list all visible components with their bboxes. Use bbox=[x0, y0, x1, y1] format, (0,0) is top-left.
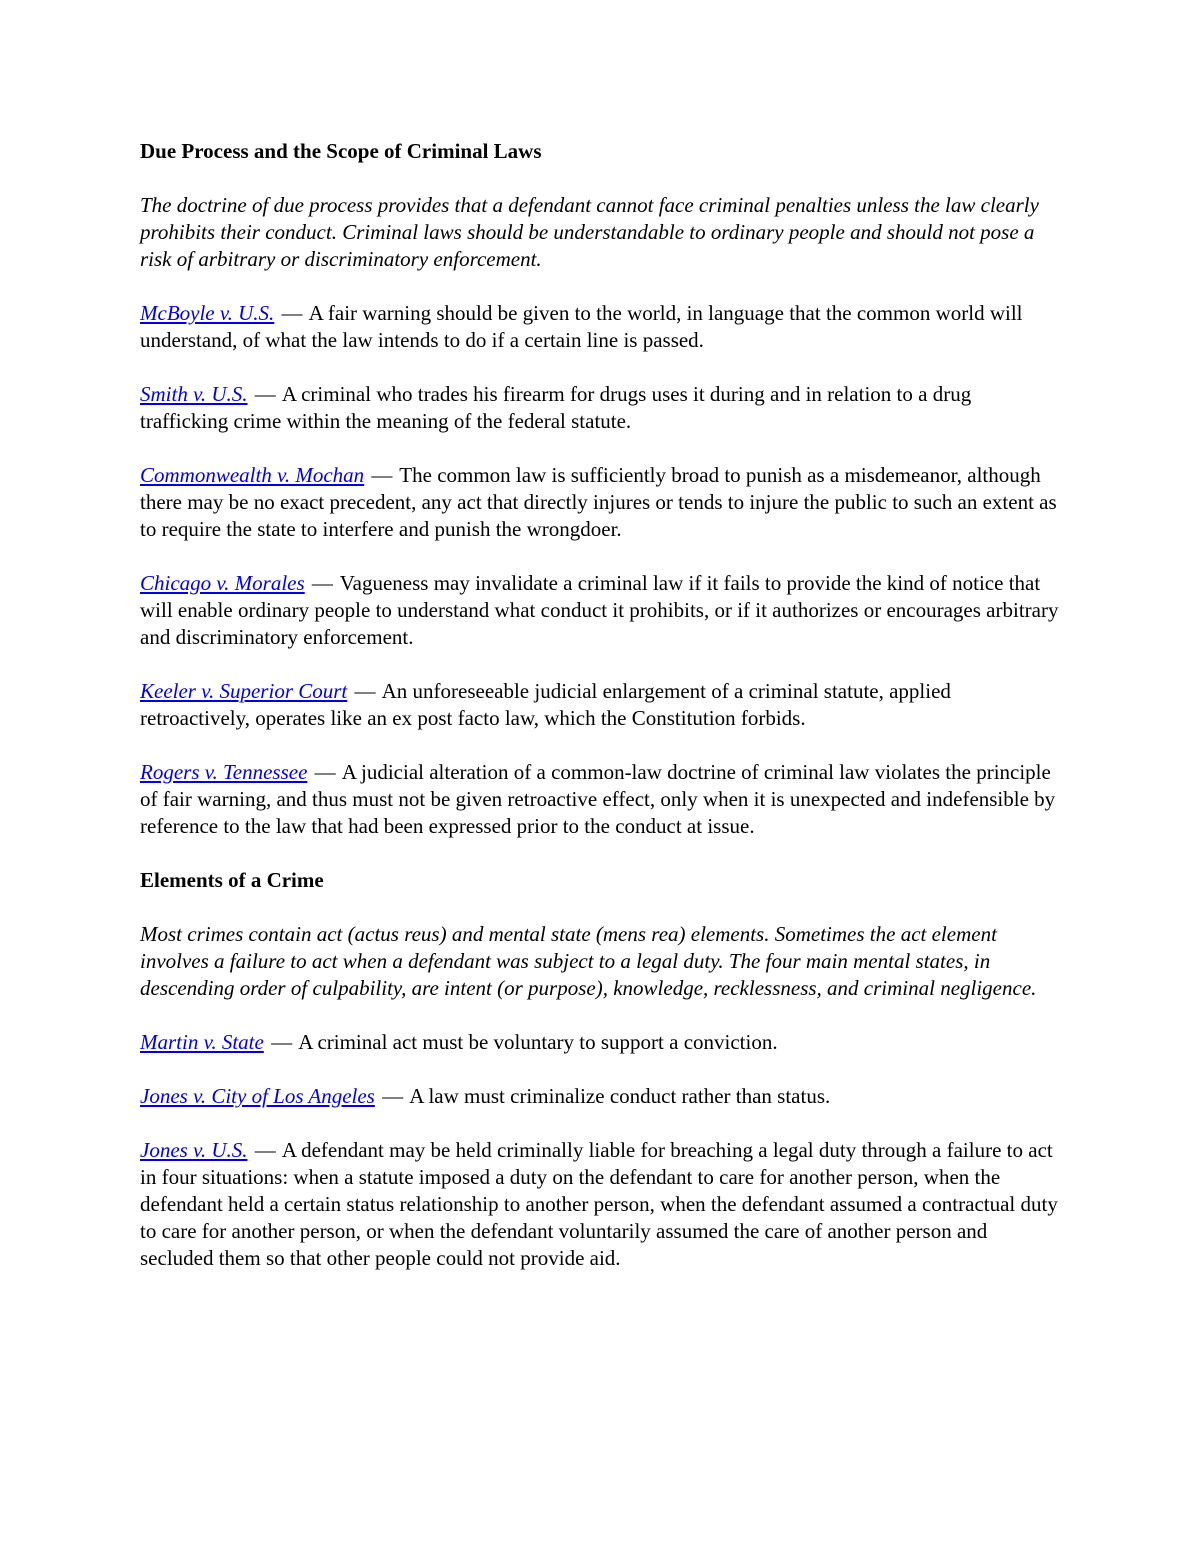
case-link[interactable]: Commonwealth v. Mochan bbox=[140, 463, 365, 487]
case-link[interactable]: Martin v. State bbox=[140, 1030, 264, 1054]
section-heading: Elements of a Crime bbox=[140, 868, 324, 892]
case-entry bbox=[140, 1137, 1060, 1272]
separator-dash: — bbox=[311, 571, 333, 595]
case-entry bbox=[140, 300, 1060, 354]
case-holding: A fair warning should be given to the world, in language that the common world will understand, of what the law intends to do if a certain line is passed. bbox=[140, 301, 1023, 352]
case-holding: A law must criminalize conduct rather than status. bbox=[409, 1084, 831, 1108]
separator-dash: — bbox=[354, 679, 376, 703]
separator-dash: — bbox=[271, 1030, 293, 1054]
case-link[interactable]: Smith v. U.S. bbox=[140, 382, 248, 406]
separator-dash: — bbox=[371, 463, 393, 487]
case-holding: A defendant may be held criminally liable for breaching a legal duty through a failure to act in four situations: when a statute imposed a duty on the defendant to care for another person, when the defendant held a certain status relationship to another person, when the defendant assumed a contractual duty to care for another person, or when the defendant voluntarily assumed the care of another person and secluded them so that other people could not provide aid. bbox=[140, 1138, 1058, 1270]
case-entry bbox=[140, 1083, 1060, 1110]
section-intro: Most crimes contain act (actus reus) and mental state (mens rea) elements. Sometimes the act element involves a failure to act when a defendant was subject to a legal duty. The four main mental states, in descending order of culpability, are intent (or purpose), knowledge, recklessness, and criminal negligence. bbox=[140, 922, 1037, 1000]
case-holding: A judicial alteration of a common-law doctrine of criminal law violates the principle of fair warning, and thus must not be given retroactive effect, only when it is unexpected and indefensible by reference to the law that had been expressed prior to the conduct at issue. bbox=[140, 760, 1056, 838]
case-link[interactable]: Rogers v. Tennessee bbox=[140, 760, 308, 784]
case-link[interactable]: Jones v. City of Los Angeles bbox=[140, 1084, 375, 1108]
separator-dash: — bbox=[382, 1084, 404, 1108]
section-intro: The doctrine of due process provides that a defendant cannot face criminal penalties unless the law clearly prohibits their conduct. Criminal laws should be understandable to ordinary people and should not pose a risk of arbitrary or discriminatory enforcement. bbox=[140, 193, 1039, 271]
case-entry bbox=[140, 1029, 1060, 1056]
case-entry bbox=[140, 570, 1060, 651]
case-link[interactable]: Chicago v. Morales bbox=[140, 571, 305, 595]
case-link[interactable]: Jones v. U.S. bbox=[140, 1138, 248, 1162]
section-elements-of-crime bbox=[140, 867, 1060, 1272]
document-page bbox=[140, 138, 1060, 1299]
case-holding: A criminal act must be voluntary to support a conviction. bbox=[298, 1030, 778, 1054]
case-holding: The common law is sufficiently broad to punish as a misdemeanor, although there may be no exact precedent, any act that directly injures or tends to injure the public to such an extent as to require the state to interfere and punish the wrongdoer. bbox=[140, 463, 1057, 541]
section-heading: Due Process and the Scope of Criminal Laws bbox=[140, 139, 542, 163]
separator-dash: — bbox=[254, 382, 276, 406]
case-link[interactable]: Keeler v. Superior Court bbox=[140, 679, 348, 703]
case-holding: A criminal who trades his firearm for drugs uses it during and in relation to a drug trafficking crime within the meaning of the federal statute. bbox=[140, 382, 972, 433]
case-entry bbox=[140, 462, 1060, 543]
separator-dash: — bbox=[314, 760, 336, 784]
case-entry bbox=[140, 678, 1060, 732]
case-holding: Vagueness may invalidate a criminal law if it fails to provide the kind of notice that will enable ordinary people to understand what conduct it prohibits, or if it authorizes or encourages arbitrary and discriminatory enforcement. bbox=[140, 571, 1059, 649]
separator-dash: — bbox=[254, 1138, 276, 1162]
case-entry bbox=[140, 381, 1060, 435]
case-holding: An unforeseeable judicial enlargement of a criminal statute, applied retroactively, operates like an ex post facto law, which the Constitution forbids. bbox=[140, 679, 951, 730]
separator-dash: — bbox=[281, 301, 303, 325]
case-entry bbox=[140, 759, 1060, 840]
case-link[interactable]: McBoyle v. U.S. bbox=[140, 301, 275, 325]
section-due-process bbox=[140, 138, 1060, 840]
